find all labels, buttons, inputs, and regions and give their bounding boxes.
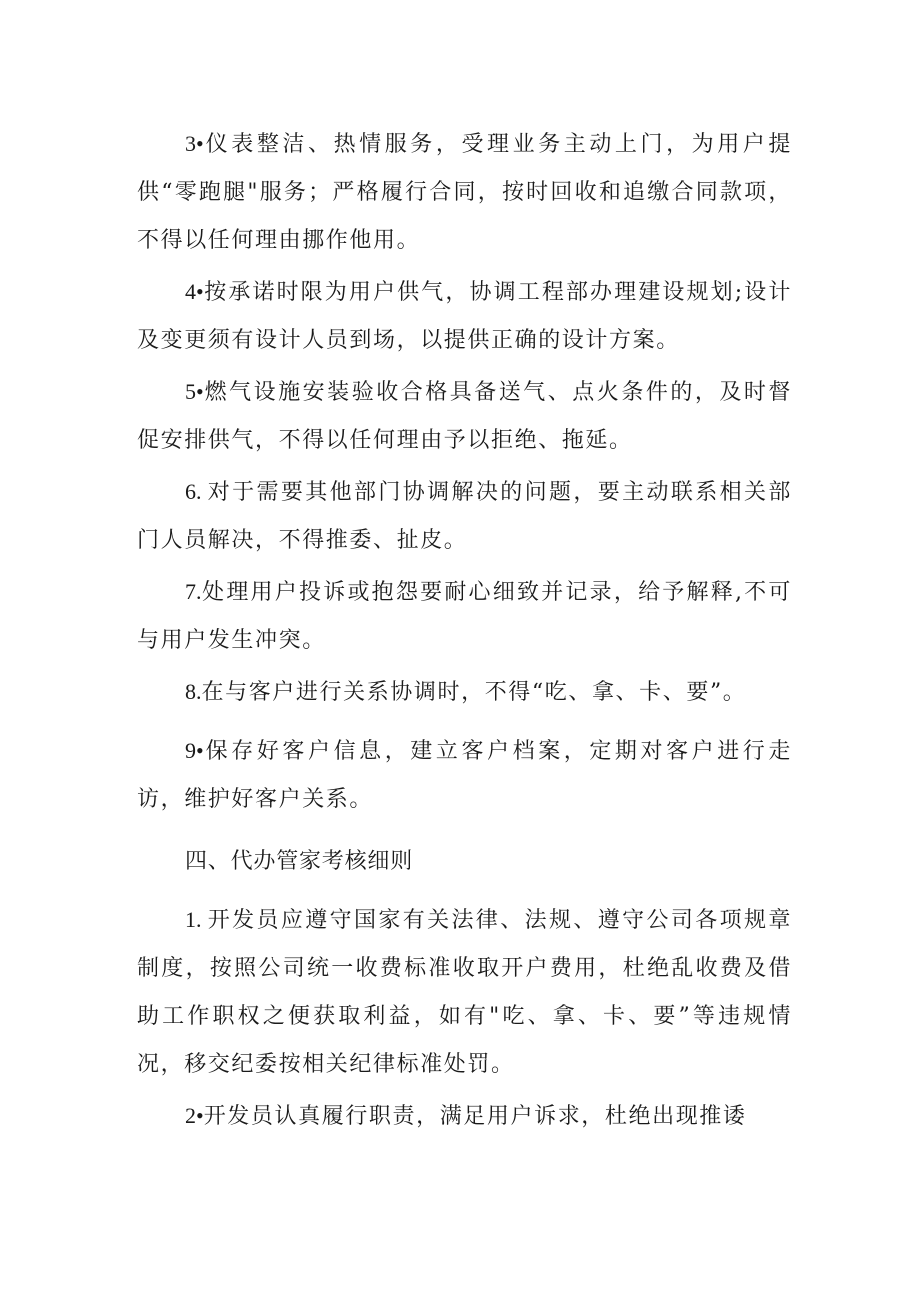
paragraph-text: 开发员应遵守国家有关法律、法规、遵守公司各项规章制度，按照公司统一收费标准收取开户费用，杜绝乱收费及借助工作职权之便获取利益，如有"吃、拿、卡、要”等违规情况，移交纪委按相关纪律标准处罚。 <box>137 908 793 1077</box>
paragraph-item-9 <box>137 727 792 824</box>
paragraph-item-5 <box>137 368 792 465</box>
paragraph-text: 开发员认真履行职责，满足用户诉求，杜绝出现推诿 <box>203 1104 747 1129</box>
paragraph-item-2 <box>137 1092 792 1141</box>
paragraph-item-7 <box>137 568 792 665</box>
paragraph-item-4 <box>137 268 792 365</box>
item-number: 9• <box>185 738 204 763</box>
item-number: 4• <box>185 279 204 304</box>
item-number: 1. <box>185 907 208 932</box>
item-number: 3• <box>185 131 204 156</box>
item-number: 5• <box>185 379 204 404</box>
paragraph-text: 对于需要其他部门协调解决的问题，要主动联系相关部门人员解决，不得推委、扯皮。 <box>137 480 793 553</box>
paragraph-item-3 <box>137 120 792 265</box>
section-heading: 四、代办管家考核细则 <box>185 849 414 874</box>
paragraph-text: 仪表整洁、热情服务，受理业务主动上门，为用户提供“零跑腿"服务；严格履行合同，按时回收和追缴合同款项，不得以任何理由挪作他用。 <box>137 132 792 253</box>
item-number: 6. <box>185 479 208 504</box>
paragraph-text: 在与客户进行关系协调时，不得“吃、拿、卡、要”。 <box>201 680 747 705</box>
item-number: 8. <box>185 679 202 704</box>
item-number: 7. <box>185 579 202 604</box>
paragraph-text: 燃气设施安装验收合格具备送气、点火条件的，及时督促安排供气，不得以任何理由予以拒绝、拖延。 <box>137 380 792 453</box>
paragraph-text: 按承诺时限为用户供气，协调工程部办理建设规划;设计及变更须有设计人员到场，以提供正确的设计方案。 <box>137 280 792 353</box>
paragraph-item-6 <box>137 468 792 565</box>
paragraph-text: 保存好客户信息，建立客户档案，定期对客户进行走访，维护好客户关系。 <box>137 739 792 812</box>
paragraph-text: 处理用户投诉或抱怨要耐心细致并记录，给予解释,不可与用户发生冲突。 <box>137 580 792 653</box>
item-number: 2• <box>185 1103 204 1128</box>
paragraph-item-8 <box>137 668 792 717</box>
document-page <box>137 120 792 1141</box>
paragraph-item-1 <box>137 896 792 1089</box>
